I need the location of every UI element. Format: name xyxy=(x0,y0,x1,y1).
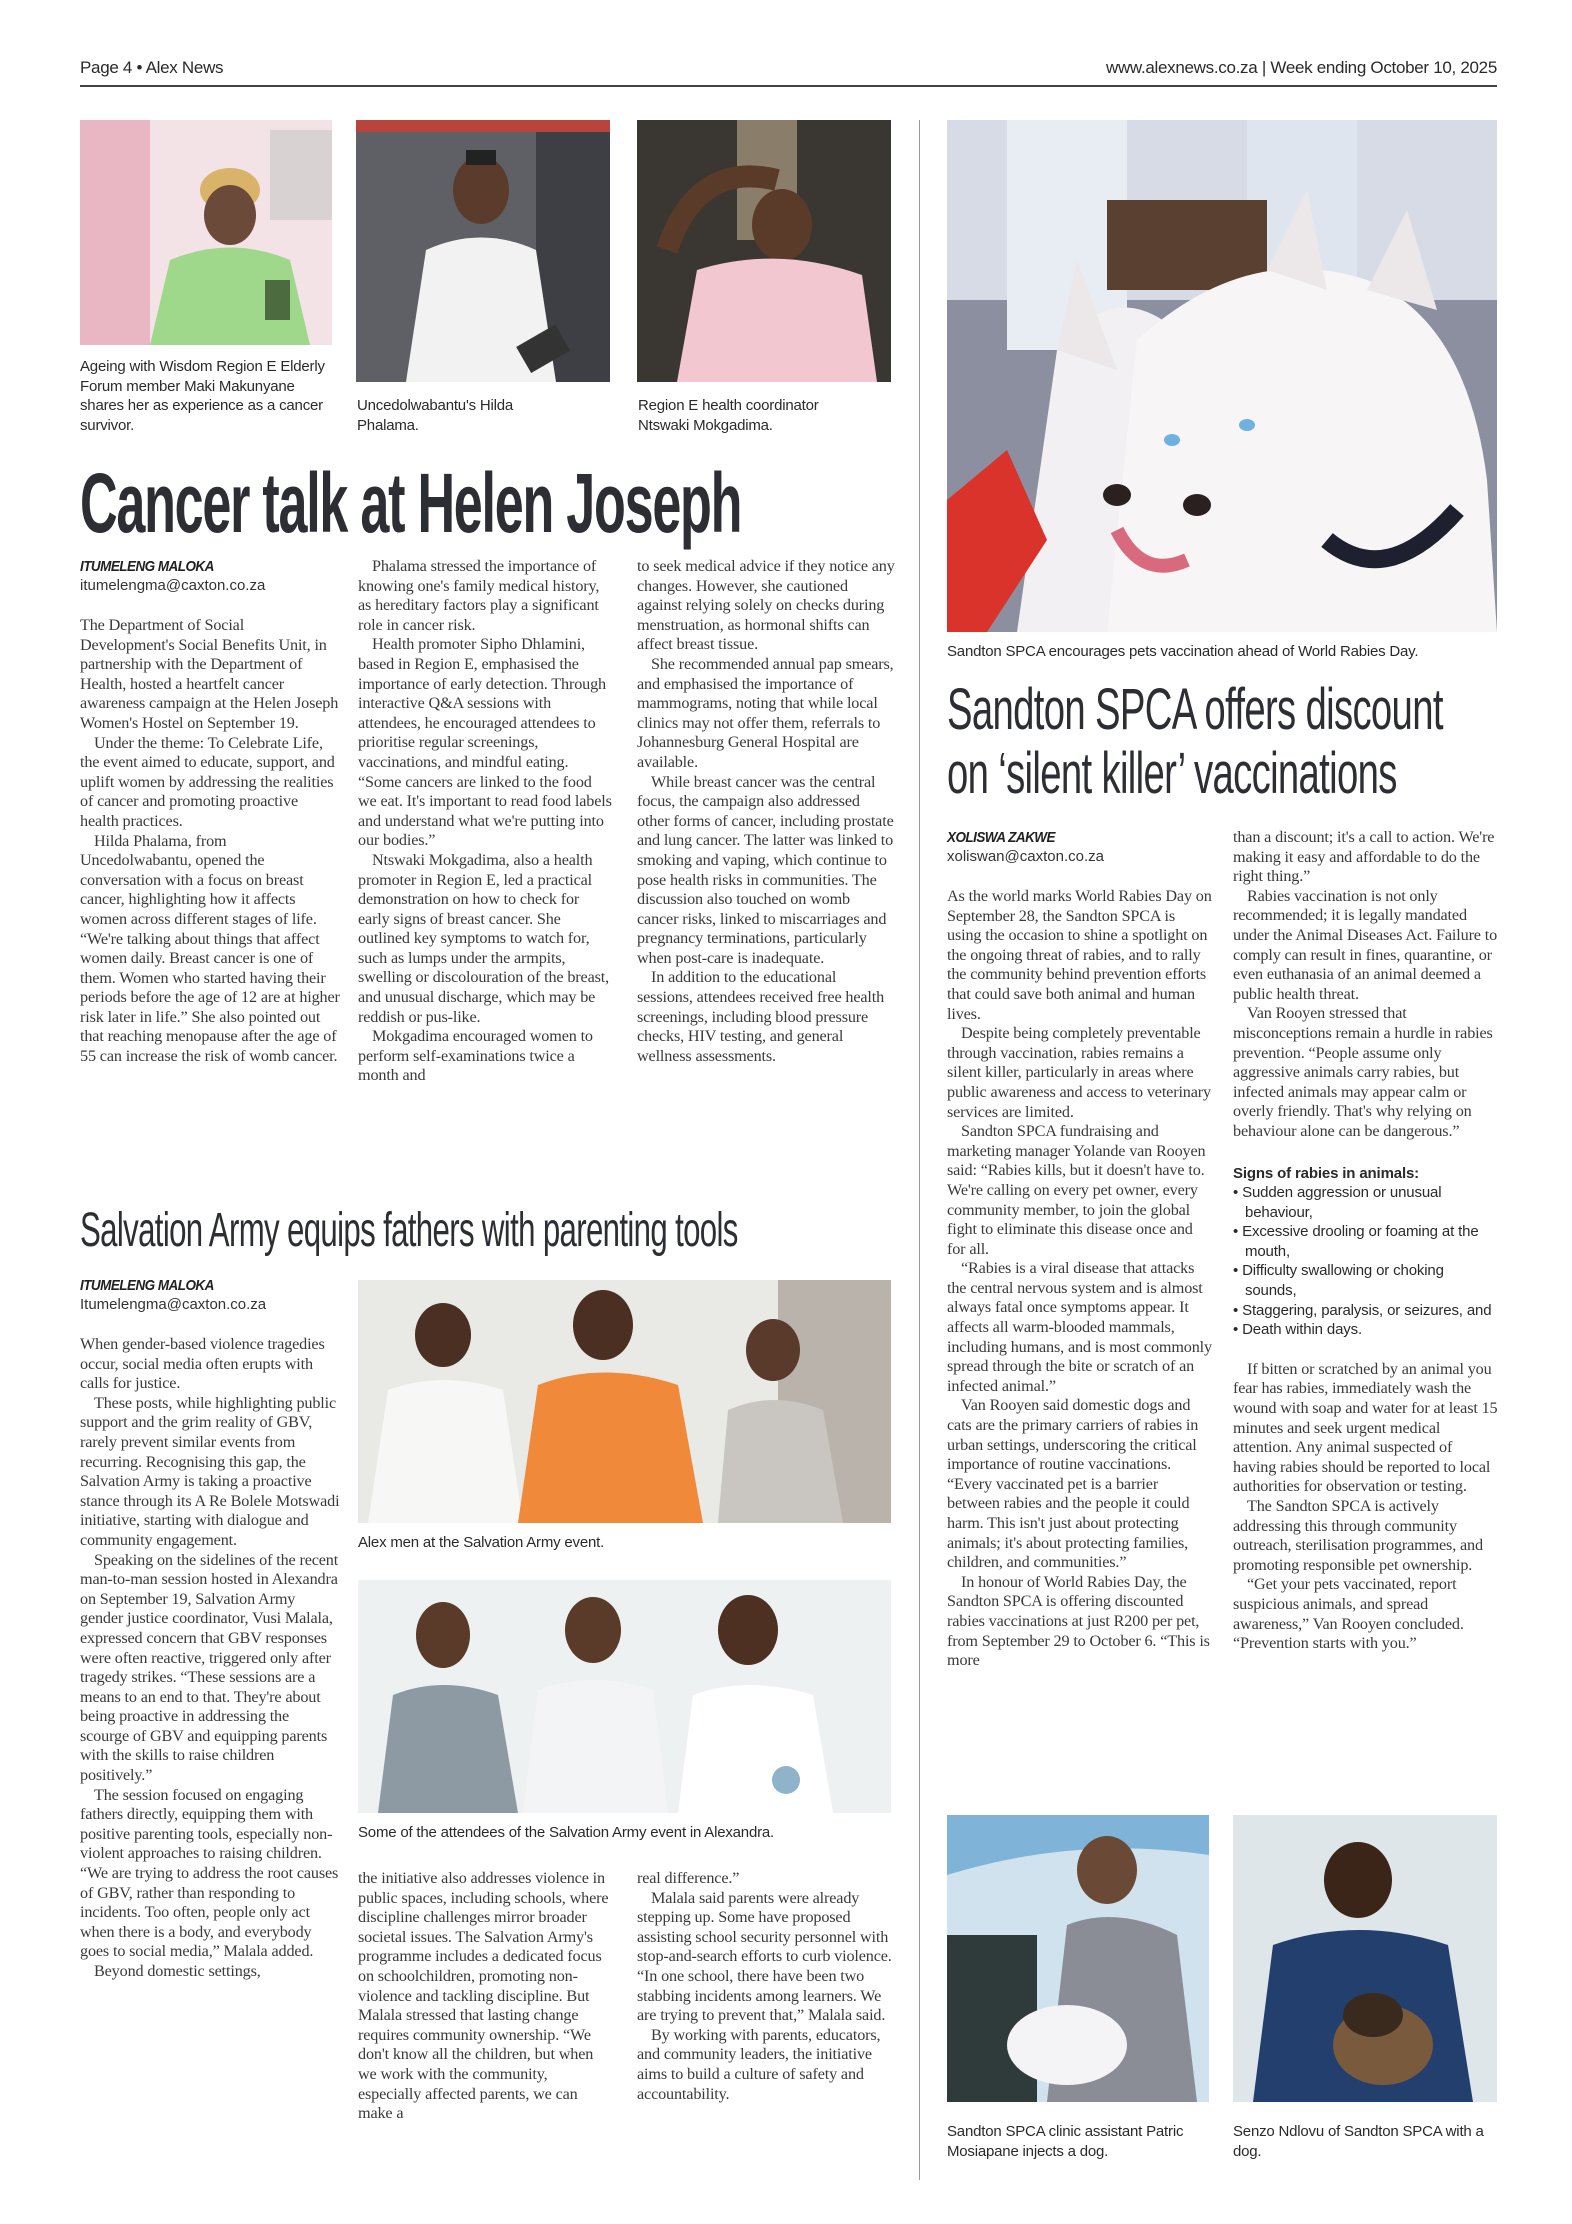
author-name: ITUMELENG MALOKA xyxy=(80,1277,214,1294)
list-item: • Death within days. xyxy=(1233,1320,1498,1340)
paragraph: She recommended annual pap smears, and emphasised the importance of mammograms, noting that while local clinics may not offer them, referrals to Johannesburg General Hospital are available. xyxy=(637,654,894,771)
byline-cancer xyxy=(80,558,340,594)
photo-hilda-phalama xyxy=(356,120,610,382)
paragraph: These posts, while highlighting public support and the grim reality of GBV, rarely prevent similar events from recurring. Recognising this gap, the Salvation Army is taking a proactive stance through its A Re Bolele Motswadi initiative, starting with dialogue and community engagement. xyxy=(80,1393,340,1549)
cancer-column-2 xyxy=(358,557,612,1086)
paragraph: If bitten or scratched by an animal you fear has rabies, immediately wash the wound with soap and water for at least 15 minutes and seek urgent medical attention. Any animal suspected of having rabies should be reported to local authorities for observation or testing. xyxy=(1233,1359,1498,1496)
spca-column-1 xyxy=(947,887,1212,1671)
paragraph: real difference.” xyxy=(637,1869,740,1887)
site-and-date: www.alexnews.co.za | Week ending October 10, 2025 xyxy=(1105,58,1497,77)
list-item: • Sudden aggression or unusual behaviour, xyxy=(1233,1183,1498,1222)
paragraph: As the world marks World Rabies Day on September 28, the Sandton SPCA is using the occasion to shine a spotlight on the ongoing threat of rabies, and to rally the community behind prevention efforts that could save both animal and human lives. xyxy=(947,887,1212,1023)
paragraph: The Sandton SPCA is actively addressing this through community outreach, sterilisation programmes, and promoting responsible pet ownership. xyxy=(1233,1497,1483,1574)
cancer-column-1 xyxy=(80,616,340,1067)
photo-senzo-ndlovu xyxy=(1233,1815,1497,2102)
rabies-signs-heading: Signs of rabies in animals: xyxy=(1233,1164,1419,1182)
headline-spca-line-2: on ‘silent killer’ vaccinations xyxy=(947,741,1397,806)
author-email: Itumelengma@caxton.co.za xyxy=(80,1296,267,1313)
rabies-signs-box xyxy=(1233,1164,1498,1340)
photo-patric-mosiapane xyxy=(947,1815,1209,2102)
paragraph: “Get your pets vaccinated, report suspicious animals, and spread awareness,” Van Rooyen concluded. “Prevention starts with you.” xyxy=(1233,1575,1464,1653)
paragraph: In honour of World Rabies Day, the Sandton SPCA is offering discounted rabies vaccinations at just R200 per pet, from September 29 to October 6. “This is more xyxy=(947,1572,1210,1670)
paragraph: When gender-based violence tragedies occur, social media often erupts with calls for justice. xyxy=(80,1335,325,1393)
author-email: xoliswan@caxton.co.za xyxy=(947,848,1104,865)
photo-maki-makunyane xyxy=(80,120,332,345)
caption-photo-3: Region E health coordinator Ntswaki Mokgadima. xyxy=(638,397,819,434)
paragraph: Hilda Phalama, from Uncedolwabantu, opened the conversation with a focus on breast cancer, highlighting how it affects women across different stages of life. “We're talking about things that affect women daily. Breast cancer is one of them. Women who started having their periods before the age of 12 are at higher risk later in life.” She also pointed out that reaching menopause after the age of 55 can increase the risk of womb cancer. xyxy=(80,831,340,1066)
byline-salvation xyxy=(80,1277,340,1313)
headline-cancer-talk: Cancer talk at Helen Joseph xyxy=(80,456,742,550)
author-email: itumelengma@caxton.co.za xyxy=(80,577,266,594)
column-divider xyxy=(919,120,920,2180)
author-name: ITUMELENG MALOKA xyxy=(80,558,214,575)
paragraph: Speaking on the sidelines of the recent man-to-man session hosted in Alexandra on September 19, Salvation Army gender justice coordinator, Vusi Malala, expressed concern that GBV responses were often reactive, triggered only after tragedy strikes. “These sessions are a means to an end to that. They're about being proactive in addressing the scourge of GBV and equipping parents with the skills to raise children positively.” xyxy=(80,1550,339,1785)
list-item: • Excessive drooling or foaming at the mouth, xyxy=(1233,1222,1498,1261)
list-item: • Staggering, paralysis, or seizures, and xyxy=(1233,1301,1498,1321)
spca-column-2 xyxy=(1233,828,1498,1654)
paragraph: Rabies vaccination is not only recommended; it is legally mandated under the Animal Diseases Act. Failure to comply can result in fines, quarantine, or even euthanasia of an animal deemed a public health threat. xyxy=(1233,886,1498,1003)
paragraph: Malala said parents were already stepping up. Some have proposed assisting school security personnel with stop-and-search efforts to curb violence. “In one school, there have been two stabbing incidents among learners. We are trying to prevent that,” Malala said. xyxy=(637,1888,892,2025)
caption-senzo-ndlovu: Senzo Ndlovu of Sandton SPCA with a dog. xyxy=(1233,2123,1484,2160)
paragraph: Under the theme: To Celebrate Life, the event aimed to educate, support, and uplift women by addressing the realities of cancer and promoting proactive health practices. xyxy=(80,733,335,830)
salvation-column-3 xyxy=(637,1869,895,2104)
caption-patric-mosiapane: Sandton SPCA clinic assistant Patric Mosiapane injects a dog. xyxy=(947,2123,1184,2160)
paragraph: to seek medical advice if they notice any changes. However, she cautioned against relying solely on checks during menstruation, as hormonal shifts can affect breast tissue. xyxy=(637,557,895,654)
caption-huskies: Sandton SPCA encourages pets vaccination ahead of World Rabies Day. xyxy=(947,643,1419,660)
paragraph: The Department of Social Development's Social Benefits Unit, in partnership with the Department of Health, hosted a heartfelt cancer awareness campaign at the Helen Joseph Women's Hostel on September 19. xyxy=(80,616,339,732)
paragraph: Phalama stressed the importance of knowing one's family medical history, as hereditary factors play a significant role in cancer risk. xyxy=(358,557,600,634)
photo-salvation-attendees xyxy=(358,1580,891,1813)
page-folio: Page 4 • Alex News xyxy=(80,58,224,77)
caption-photo-1: Ageing with Wisdom Region E Elderly Forum member Maki Makunyane shares her as experience as a cancer survivor. xyxy=(80,358,325,434)
author-name: XOLISWA ZAKWE xyxy=(947,829,1055,846)
paragraph: Van Rooyen stressed that misconceptions remain a hurdle in rabies prevention. “People assume only aggressive animals carry rabies, but infected animals may appear calm or overly friendly. That's why relying on behaviour alone can be dangerous.” xyxy=(1233,1004,1493,1140)
paragraph: Despite being completely preventable through vaccination, rabies remains a silent killer, particularly in areas where public awareness and access to veterinary services are limited. xyxy=(947,1024,1211,1121)
salvation-column-2 xyxy=(358,1869,612,2124)
paragraph: the initiative also addresses violence in public spaces, including schools, where discipline challenges mirror broader societal issues. The Salvation Army's programme includes a dedicated focus on schoolchildren, promoting non-violence and tackling discipline. But Malala stressed that lasting change requires community ownership. “We don't know all the children, but when we work with the community, especially affected parents, we can make a xyxy=(358,1869,609,2123)
cancer-column-3 xyxy=(637,557,895,1066)
paragraph: Ntswaki Mokgadima, also a health promoter in Region E, led a practical demonstration on how to check for early signs of breast cancer. She outlined key symptoms to watch for, such as lumps under the armpits, swelling or discolouration of the breast, and unusual discharge, which may be reddish or pus-like. xyxy=(358,850,609,1026)
paragraph: Beyond domestic settings, xyxy=(94,1962,261,1980)
paragraph: Sandton SPCA fundraising and marketing manager Yolande van Rooyen said: “Rabies kills, but it doesn't have to. We're calling on every pet owner, every community member, to join the global fight to eliminate this disease once and for all. xyxy=(947,1122,1206,1258)
paragraph: “Rabies is a viral disease that attacks the central nervous system and is almost always fatal once symptoms appear. It affects all warm-blooded mammals, including humans, and is most commonly spread through the bite or scratch of an infected animal.” xyxy=(947,1259,1212,1395)
rabies-signs-list xyxy=(1233,1183,1498,1340)
paragraph: The session focused on engaging fathers directly, equipping them with positive parenting tools, especially non-violent approaches to raising children. “We are trying to address the root causes of GBV, rather than responding to incidents. Too often, people only act when there is a body, and everybody goes to social media,” Malala added. xyxy=(80,1785,339,1961)
photo-ntswaki-mokgadima xyxy=(637,120,891,382)
salvation-column-1 xyxy=(80,1335,340,1982)
paragraph: While breast cancer was the central focus, the campaign also addressed other forms of cancer, including prostate and lung cancer. The latter was linked to smoking and vaping, which continue to pose health risks in communities. The discussion also touched on womb cancer risks, linked to miscarriages and pregnancy terminations, particularly when post-care is inadequate. xyxy=(637,772,894,967)
paragraph: Van Rooyen said domestic dogs and cats are the primary carriers of rabies in urban settings, underscoring the critical importance of routine vaccinations. “Every vaccinated pet is a barrier between rabies and the people it could harm. This isn't just about protecting animals; it's about protecting families, children, and communities.” xyxy=(947,1396,1199,1572)
paragraph: than a discount; it's a call to action. We're making it easy and affordable to do the right thing.” xyxy=(1233,828,1495,886)
headline-spca-line-1: Sandton SPCA offers discount xyxy=(947,677,1443,742)
headline-salvation-army: Salvation Army equips fathers with parenting tools xyxy=(80,1204,738,1257)
paragraph: In addition to the educational sessions, attendees received free health screenings, including blood pressure checks, HIV testing, and general wellness assessments. xyxy=(637,968,885,1065)
caption-alex-men: Alex men at the Salvation Army event. xyxy=(358,1534,605,1551)
paragraph: By working with parents, educators, and community leaders, the initiative aims to build a culture of safety and accountability. xyxy=(637,2025,881,2103)
paragraph: Health promoter Sipho Dhlamini, based in Region E, emphasised the importance of early detection. Through interactive Q&A sessions with attendees, he encouraged attendees to prioritise regular screenings, vaccinations, and mindful eating. “Some cancers are linked to the food we eat. It's important to read food labels and understand what we're putting into our bodies.” xyxy=(358,635,612,850)
list-item: • Difficulty swallowing or choking sounds, xyxy=(1233,1261,1498,1300)
header-rule xyxy=(80,85,1497,87)
caption-photo-2: Uncedolwabantu's Hilda Phalama. xyxy=(357,397,514,434)
caption-salvation-attendees: Some of the attendees of the Salvation Army event in Alexandra. xyxy=(358,1824,774,1841)
byline-spca xyxy=(947,829,1207,865)
photo-huskies xyxy=(947,120,1497,632)
photo-alex-men xyxy=(358,1280,891,1523)
paragraph: Mokgadima encouraged women to perform self-examinations twice a month and xyxy=(358,1027,593,1085)
